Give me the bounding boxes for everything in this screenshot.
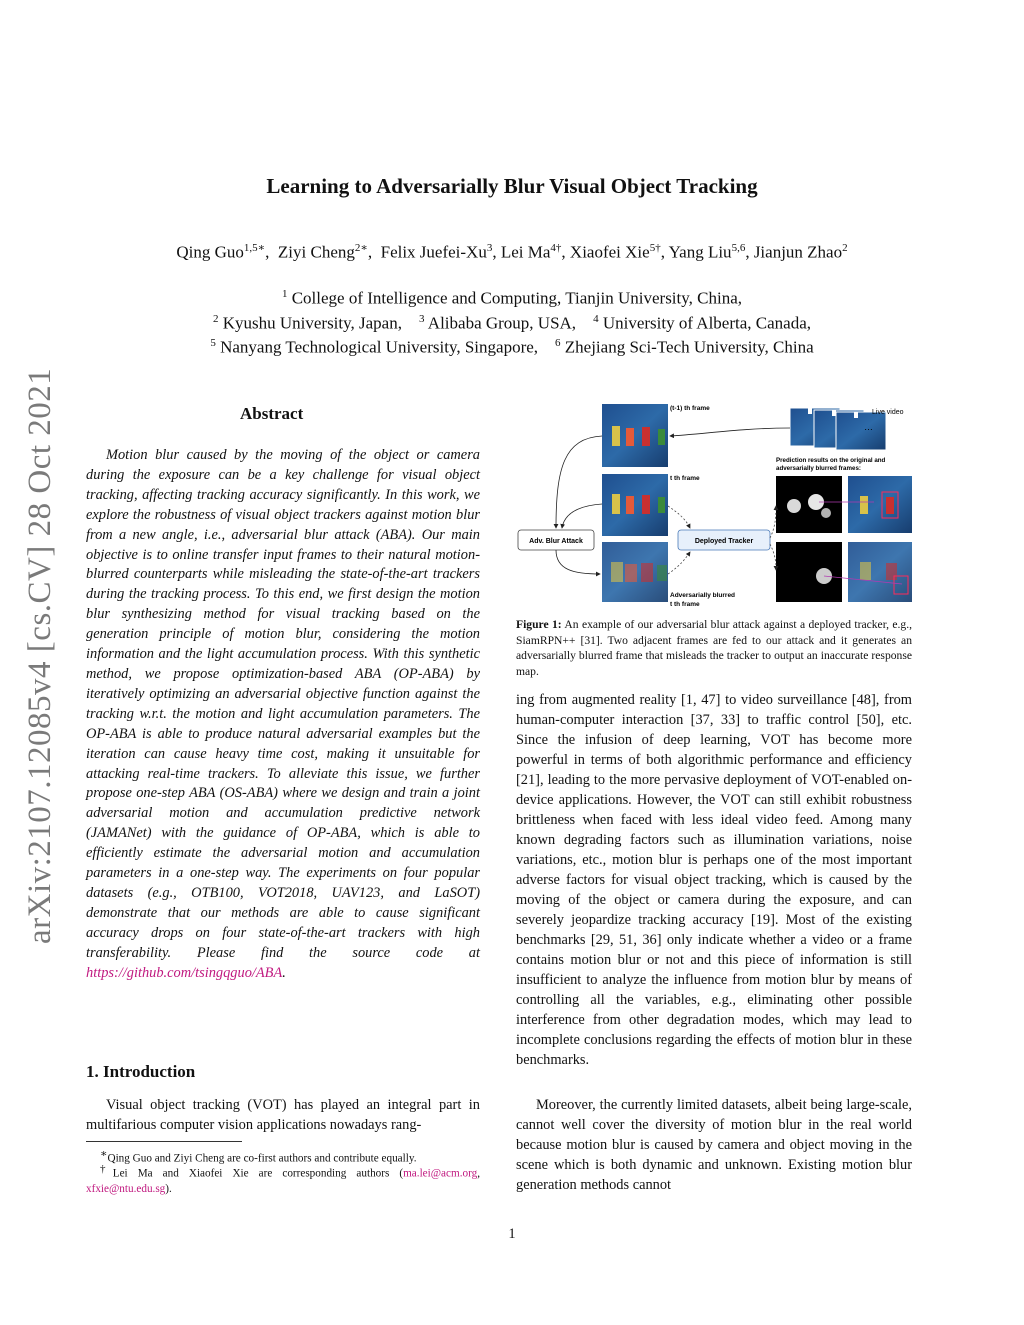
- footnote-sep: ,: [477, 1167, 480, 1180]
- abstract-heading: Abstract: [240, 404, 304, 423]
- figure-label: Figure 1:: [516, 618, 562, 631]
- affiliation: Nanyang Technological University, Singapore,: [220, 337, 539, 357]
- footnote-text: Lei Ma and Xiaofei Xie are corresponding authors (: [112, 1167, 404, 1180]
- figure-caption-text: An example of our adversarial blur attack against a deployed tracker, e.g., SiamRPN++ [31]. Two adjacent frames are fed to our attack and it generates an adversarially blurred frame that misleads the tracker to output an inaccurate response map.: [516, 618, 913, 678]
- author-name: Qing Guo: [176, 242, 244, 262]
- affiliation: Zhejiang Sci-Tech University, China: [564, 337, 814, 357]
- source-code-link[interactable]: https://github.com/tsingqguo/ABA: [86, 964, 283, 981]
- label-prediction-2: adversarially blurred frames:: [776, 465, 861, 472]
- label-attack: Adv. Blur Attack: [529, 538, 583, 545]
- arrow-live-to-prev: [670, 428, 790, 436]
- abstract-end: .: [282, 964, 286, 981]
- figure-1-caption: [516, 617, 912, 679]
- arrow-cur-to-attack: [562, 504, 602, 528]
- author-sup: 5,6: [731, 242, 746, 254]
- arrow-cur-to-tracker: [668, 506, 690, 528]
- email-link-2[interactable]: xfxie@ntu.edu.sg: [86, 1182, 166, 1195]
- author-sup: 1,5∗: [243, 242, 266, 254]
- author-list: Qing Guo$^{1,5∗}$, Ziyi Cheng$^{2∗}$, Felix Juefei-Xu$^3$, Lei $Ma^{4\dagger}$, Xiaofei Xie$^{5\dagger}$, Yang Liu$^{5,6}$, Jianjun Zhao$^2$: [176, 242, 848, 262]
- response-map-original: [776, 476, 842, 533]
- arxiv-stamp: arXiv:2107.12085v4 [cs.CV] 28 Oct 2021: [22, 367, 58, 944]
- affiliation: College of Intelligence and Computing, Tianjin University, China,: [291, 288, 743, 308]
- footnote-2: [86, 1162, 480, 1197]
- affiliation-line-2: [0, 313, 1024, 334]
- abstract-body: [86, 446, 480, 983]
- frame-t: [602, 474, 668, 536]
- email-link-1[interactable]: ma.lei@acm.org: [403, 1167, 478, 1180]
- affiliation-sup: 1: [281, 288, 288, 300]
- affiliation-sup: 2: [212, 313, 219, 325]
- author-sup: 2: [842, 242, 848, 254]
- author-sup: 3: [486, 242, 493, 254]
- affiliation-line-1: [0, 288, 1024, 309]
- author-sup: 4†: [550, 242, 562, 254]
- author-name: Yang Liu: [668, 242, 732, 262]
- label-prediction-1: Prediction results on the original and: [776, 457, 886, 464]
- affiliation: University of Alberta, Canada,: [602, 313, 812, 333]
- section-heading-introduction: 1. Introduction: [86, 1062, 196, 1081]
- frame-adversarial: [602, 542, 668, 602]
- affiliation-sup: 6: [555, 337, 561, 349]
- affiliation-sup: 3: [418, 313, 425, 325]
- affiliation-line-3: [0, 337, 1024, 358]
- response-map-adversarial: [776, 542, 842, 602]
- frame-t-minus-1: [602, 404, 668, 467]
- result-original: [848, 476, 912, 533]
- author-name: Felix Juefei-Xu: [380, 242, 487, 262]
- affiliation: Alibaba Group, USA,: [427, 313, 577, 333]
- affiliation: Kyushu University, Japan,: [222, 313, 402, 333]
- footnote-text: Qing Guo and Ziyi Cheng are co-first authors and contribute equally.: [107, 1152, 417, 1165]
- footnote-rule: [86, 1141, 242, 1142]
- author-sup: 5†: [649, 242, 661, 254]
- footnote-mark: ∗: [100, 1148, 108, 1160]
- label-ellipsis: …: [864, 422, 873, 432]
- result-adversarial: [848, 542, 912, 602]
- affiliation-sup: 5: [210, 337, 216, 349]
- intro-paragraph-2: Moreover, the currently limited datasets, albeit being large-scale, cannot well cover the diversity of motion blur in the real world because motion blur is caused by camera and object moving in the scene which is both dynamic and unknown. Existing motion blur generation methods cannot: [516, 1097, 912, 1193]
- label-adversarial-2: t th frame: [670, 601, 700, 608]
- author-name: Jianjun Zhao: [753, 242, 843, 262]
- affiliation-sup: 4: [593, 313, 599, 325]
- intro-paragraph-1: ing from augmented reality [1, 47] to video surveillance [48], from human-computer interaction [37, 33] to traffic control [50], etc. Since the infusion of deep learning, VOT has become more powerful in terms of both algorithmic performance and efficiency [21], leading to the more pervasive deployment of VOT-enabled on-device applications. However, the VOT can still exhibit robustness brittleness when faced with less ideal video feed. Among many known degrading factors such as illumination variations, noise variations, etc., motion blur is perhaps one of the most important adverse factors for visual object tracking, which is caused by the moving of the object or camera during the exposure, and can severely jeopardize tracking accuracy [19]. Most of the existing benchmarks [29, 51, 36] only indicate whether a video or a frame contains motion blur or not and this piece of information is still insufficient to analyze the influence from motion blur by means of controlling all the variables, e.g., eliminating other possible interference from other degradation modes, which may lead to incomplete conclusions regarding the effects of motion blur in these benchmarks.: [516, 692, 912, 1068]
- abstract-text: Motion blur caused by the moving of the object or camera during the exposure can be a key challenge for visual object tracking, affecting tracking accuracy significantly. In this work, we explore the robustness of visual object trackers against motion blur from a new angle, i.e., adversarial blur attack (ABA). Our main objective is to online transfer input frames to their natural motion-blurred counterparts while misleading the state-of-the-art trackers during the tracking process. To this end, we first design the motion blur synthesizing method for visual tracking based on the generation principle of motion blur, considering the motion information and the light accumulation process. With this synthetic method, we propose optimization-based ABA (OP-ABA) by iteratively optimizing an adversarial objective function against the tracking w.r.t. the motion and light accumulation parameters. The OP-ABA is able to produce natural adversarial examples but the iteration can cause heavy time cost, making it unsuitable for attacking real-time trackers. To alleviate this issue, we further propose one-step ABA (OS-ABA) where we design and train a joint adversarial motion and accumulation predictive network (JAMANet) with the guidance of OP-ABA, which is able to efficiently estimate the adversarial motion and accumulation parameters in a one-step way. The experiments on four popular datasets (e.g., OTB100, VOT2018, UAV123, and LaSOT) demonstrate that our methods are able to cause significant accuracy drops on four state-of-the-art trackers with high transferability. Please find the source code at: [86, 447, 480, 961]
- author-sup: 2∗: [354, 242, 368, 254]
- arrow-tracker-to-adv: [770, 544, 776, 570]
- footnote-mark: †: [100, 1163, 113, 1175]
- arrow-prev-to-attack: [556, 436, 602, 528]
- label-tracker: Deployed Tracker: [694, 538, 754, 545]
- arrow-adv-to-tracker: [668, 552, 690, 574]
- label-live-video: Live video: [872, 409, 904, 416]
- arrow-tracker-to-orig: [770, 506, 776, 538]
- figure-1-diagram: [514, 398, 914, 612]
- arrow-attack-to-adv: [556, 550, 600, 574]
- author-name: Lei Ma: [500, 242, 551, 262]
- page-number: 1: [508, 1226, 516, 1242]
- author-name: Ziyi Cheng: [277, 242, 355, 262]
- label-adversarial-1: Adversarially blurred: [670, 592, 736, 599]
- footnote-end: ).: [165, 1182, 172, 1195]
- author-name: Xiaofei Xie: [569, 242, 650, 262]
- paper-title: Learning to Adversarially Blur Visual Object Tracking: [266, 174, 758, 198]
- label-current-frame: t th frame: [670, 475, 700, 482]
- label-prev-frame: (t-1) th frame: [670, 405, 710, 412]
- intro-paragraph-left: Visual object tracking (VOT) has played an integral part in multifarious computer vision applications nowadays rang-: [86, 1097, 480, 1133]
